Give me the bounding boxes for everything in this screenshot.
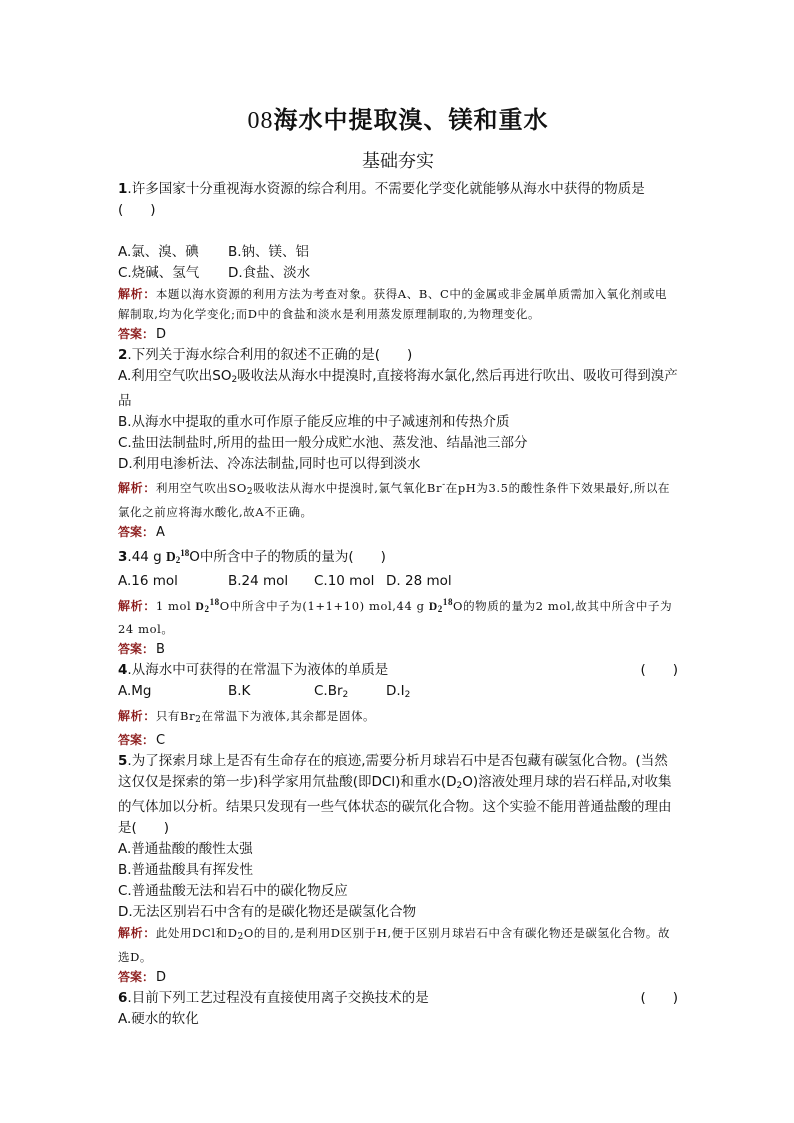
answer-label: 答案： [118,642,155,656]
options-row [118,681,678,706]
explanation-label: 解析： [118,926,156,940]
answer-label: 答案： [118,327,155,341]
options-row [118,242,678,263]
option-c: C.盐田法制盐时,所用的盐田一般分成贮水池、蒸发池、结晶池三部分 [118,435,528,451]
option-d: D. 28 mol [386,573,452,589]
answer: 答案： D [118,970,167,985]
question-stem: .许多国家十分重视海水资源的综合利用。不需要化学变化就能够从海水中获得的物质是 [127,181,645,197]
answer-label: 答案： [118,525,155,539]
options-row [118,571,678,592]
formula-d2o: $D_2^{18}$ [166,548,190,565]
page-title [118,100,678,135]
option-c: C.普通盐酸无法和岩石中的碳化物反应 [118,883,348,899]
explanation: 解析：本题以海水资源的利用方法为考查对象。获得A、B、C中的金属或非金属单质需加入氧化剂或电解制取,均为化学变化;而D中的食盐和淡水是利用蒸发原理制取的,为物理变化。 [118,287,668,321]
explanation: 解析：1 mol $D_2^{18}O$中所含中子为(1+1+10) mol,44 g $D_2^{18}O$的物质的量为2 mol,故其中所含中子为24 mol。 [118,597,673,636]
option-d: D.食盐、淡水 [228,265,311,281]
title-text: 海水中提取溴、镁和重水 [273,106,549,134]
section-heading: 基础夯实 [362,151,434,172]
answer-paren: ( ) [640,990,678,1006]
option-a: A.利用空气吹出$SO_2$吸收法从海水中提溴时,直接将海水氯化,然后再进行吹出、吸收可得到溴产品 [118,368,678,409]
question-stem: .从海水中可获得的在常温下为液体的单质是 [127,662,389,678]
answer-paren: ( ) [640,662,678,678]
option-a: A.普通盐酸的酸性太强 [118,841,253,857]
explanation: 解析：此处用DCl和$D_2O$的目的,是利用D区别于H,便于区别月球岩石中含有碳化物还是碳氢化合物。故选D。 [118,926,671,964]
question-number: 5 [118,753,128,769]
option-c: C.烧碱、氢气 [118,265,200,281]
question-1 [118,179,678,200]
document-page [118,100,678,1030]
question-3: 3.44 g $D_2^{18}O$中所含中子的物质的量为( ) [118,548,386,565]
question-1-paren: ( ) [118,202,156,218]
option-a: A.16 mol [118,573,178,589]
question-number: 4 [118,662,128,678]
option-a: A.Mg [118,683,152,699]
option-d: D.无法区别岩石中含有的是碳化物还是碳氢化合物 [118,904,417,920]
question-number: 3 [118,549,128,565]
question-number: 6 [118,990,128,1006]
explanation-label: 解析： [118,599,156,613]
question-4 [118,660,678,681]
option-a: A.氯、溴、碘 [118,244,199,260]
answer: 答案： A [118,525,165,540]
question-2 [118,345,678,366]
answer-label: 答案： [118,733,155,747]
question-6 [118,988,678,1009]
question-5: 5.为了探索月球上是否有生命存在的痕迹,需要分析月球岩石中是否包藏有碳氢化合物。(当然这仅仅是探索的第一步)科学家用氘盐酸(即DCl)和重水$(D_2O)$溶液处理月球的岩石样品,对收集的气体加以分析。结果只发现有一些气体状态的碳氘化合物。这个实验不能用普通盐酸的理由是( ) [118,753,672,836]
option-b: B.从海水中提取的重水可作原子能反应堆的中子减速剂和传热介质 [118,414,510,430]
option-d: D.利用电渗析法、冷冻法制盐,同时也可以得到淡水 [118,456,421,472]
explanation: 解析：利用空气吹出$SO_2$吸收法从海水中提溴时,氯气氧化Br-在pH为3.5的酸性条件下效果最好,所以在氯化之前应将海水酸化,故A不正确。 [118,480,671,519]
option-b: B.24 mol [228,573,289,589]
explanation-label: 解析： [118,287,156,301]
title-number: 08 [247,108,274,134]
option-b: B.K [228,683,251,699]
explanation-label: 解析： [118,709,156,723]
option-c: C.10 mol [314,573,375,589]
option-c: $C.Br_2$ [314,683,349,700]
answer: 答案： B [118,642,165,657]
answer-label: 答案： [118,970,155,984]
explanation: 解析：只有$Br_2$在常温下为液体,其余都是固体。 [118,709,376,725]
options-row [118,263,678,284]
question-number: 1 [118,181,128,197]
option-b: B.普通盐酸具有挥发性 [118,862,254,878]
answer: 答案： C [118,733,166,748]
question-number: 2 [118,347,128,363]
question-stem: .目前下列工艺过程没有直接使用离子交换技术的是 [127,990,429,1006]
answer: 答案： D [118,327,167,342]
option-a: A.硬水的软化 [118,1011,199,1027]
question-stem: .下列关于海水综合利用的叙述不正确的是( ) [127,347,413,363]
option-b: B.钠、镁、铝 [228,244,310,260]
option-d: $D.I_2$ [386,683,411,700]
explanation-label: 解析： [118,481,156,495]
